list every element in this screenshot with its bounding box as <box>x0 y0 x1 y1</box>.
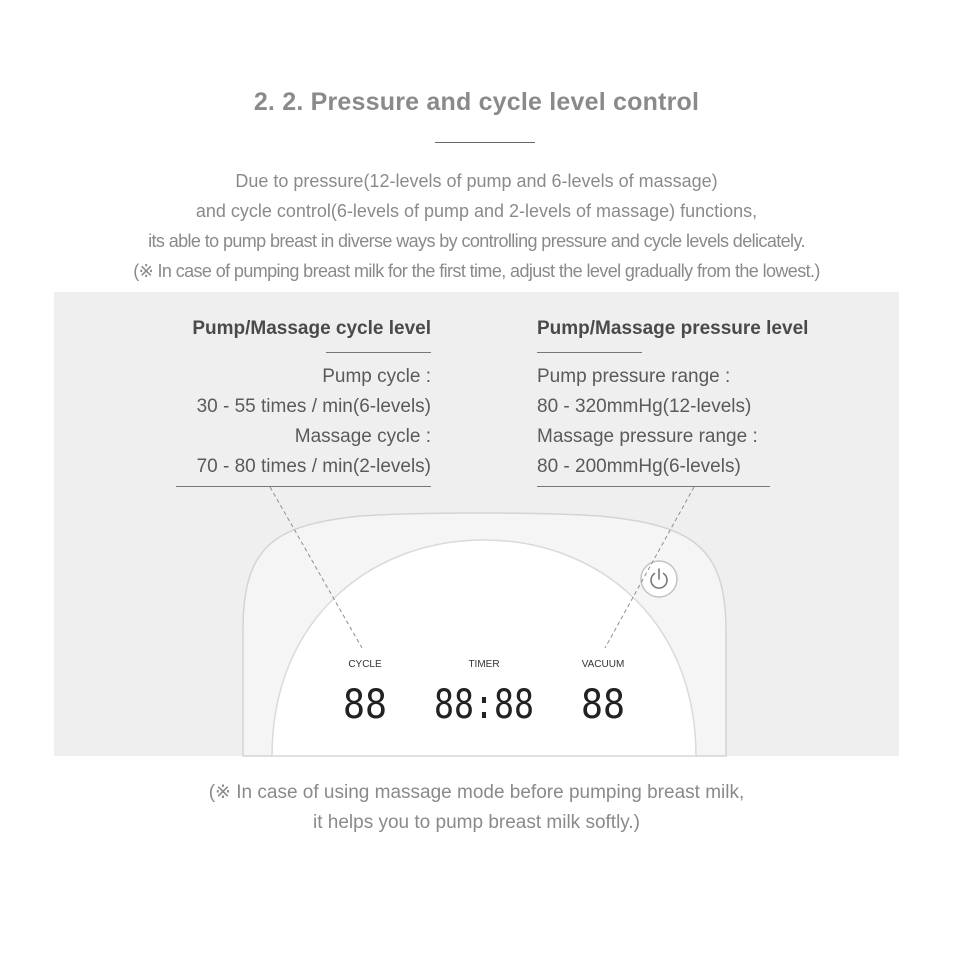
intro-line-2: and cycle control(6-levels of pump and 2-levels of massage) functions, <box>195 201 758 221</box>
cycle-label: CYCLE <box>348 659 382 670</box>
intro-line-4: (※ In case of pumping breast milk for the first time, adjust the level gradually from the lowest.) <box>133 261 820 281</box>
pressure-level-details <box>537 362 758 482</box>
pump-pressure-value: 80 - 320mmHg(12-levels) <box>537 396 752 417</box>
timer-digits: 88:88 <box>434 682 534 728</box>
pump-pressure-label: Pump pressure range : <box>537 366 731 387</box>
cycle-title-underline <box>326 352 431 353</box>
pressure-level-title: Pump/Massage pressure level <box>537 318 809 339</box>
vacuum-digits: 88 <box>581 682 625 728</box>
intro-line-1: Due to pressure(12-levels of pump and 6-levels of massage) <box>235 171 718 191</box>
cycle-digits: 88 <box>343 682 387 728</box>
pump-cycle-label: Pump cycle : <box>322 366 431 387</box>
massage-pressure-label: Massage pressure range : <box>537 426 758 447</box>
section-title: 2. 2. Pressure and cycle level control <box>253 88 700 116</box>
pump-cycle-value: 30 - 55 times / min(6-levels) <box>196 396 431 417</box>
cycle-level-title: Pump/Massage cycle level <box>192 318 431 339</box>
cycle-level-details <box>197 362 431 482</box>
vacuum-label: VACUUM <box>581 659 625 670</box>
footnote-text <box>0 778 953 838</box>
pressure-details-rule <box>537 486 770 487</box>
timer-label: TIMER <box>468 659 500 670</box>
massage-pressure-value: 80 - 200mmHg(6-levels) <box>537 456 741 477</box>
cycle-details-rule <box>176 486 431 487</box>
pressure-title-underline <box>537 352 642 353</box>
intro-line-3: its able to pump breast in diverse ways by controlling pressure and cycle levels delicately. <box>148 231 805 251</box>
massage-cycle-label: Massage cycle : <box>294 426 431 447</box>
footnote-line-1: (※ In case of using massage mode before pumping breast milk, <box>208 782 745 803</box>
massage-cycle-value: 70 - 80 times / min(2-levels) <box>196 456 431 477</box>
footnote-line-2: it helps you to pump breast milk softly.) <box>313 812 640 833</box>
